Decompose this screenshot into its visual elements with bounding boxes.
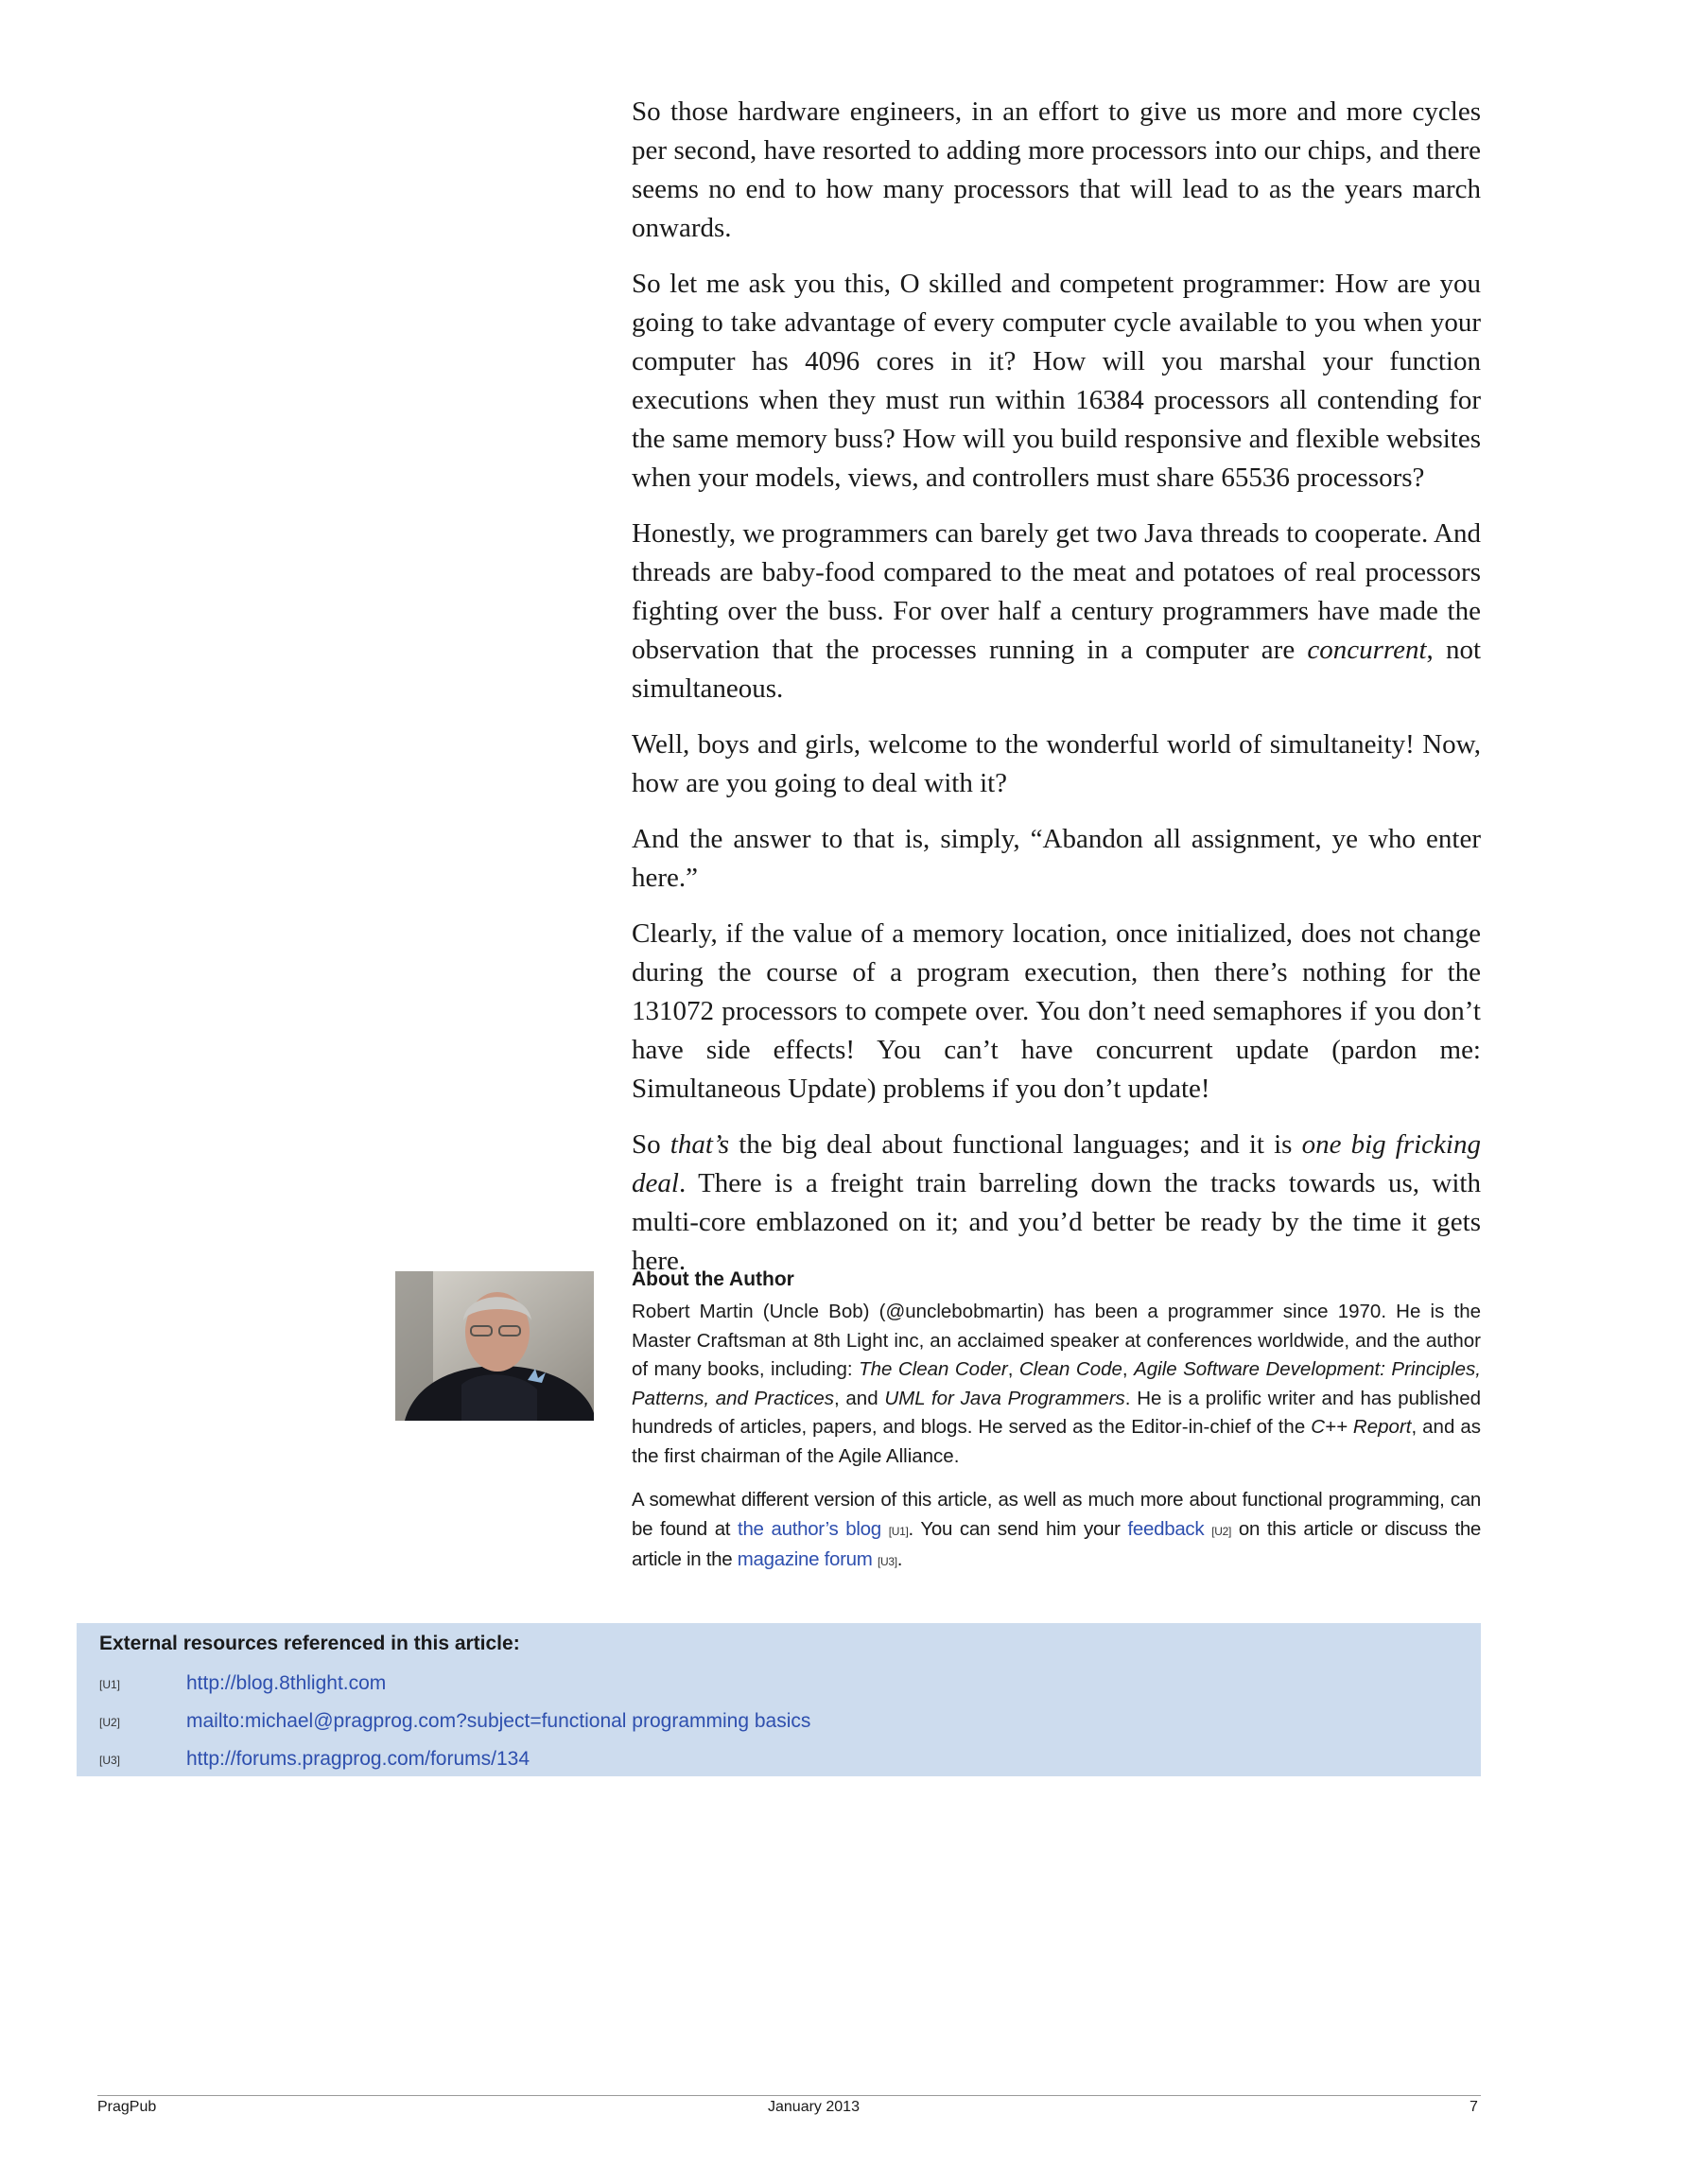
bio-text: . He is a prolific writer and has published hundreds of articles, papers, and blogs. He served as the Editor-in-chief of the (632, 1387, 1481, 1438)
resource-item (99, 1748, 1423, 1776)
bio-text: , and (833, 1387, 885, 1409)
resource-link[interactable]: mailto:michael@pragprog.com?subject=functional programming basics (186, 1710, 811, 1732)
publication-title: C++ Report (1311, 1416, 1412, 1438)
about-author (632, 1266, 1481, 1592)
resource-tag: [U2] (99, 1716, 121, 1729)
about-author-heading: About the Author (632, 1268, 794, 1290)
article-paragraph: And the answer to that is, simply, “Abandon all assignment, ye who enter here.” (632, 824, 1481, 893)
paragraph-text: the big deal about functional languages; and it is (729, 1129, 1302, 1160)
ref-marker: [U1] (888, 1524, 909, 1538)
author-portrait-icon (395, 1271, 594, 1421)
book-title: UML for Java Programmers (884, 1387, 1125, 1409)
book-title: The Clean Coder (859, 1358, 1008, 1380)
article-paragraph: So let me ask you this, O skilled and competent programmer: How are you going to take advantage of every computer cycle available to you when your computer has 4096 cores in it? How will you marshal your function executions when they must run within 16384 processors all contending for the same memory buss? How will you build responsive and flexible websites when your models, views, and controllers must share 65536 processors? (632, 269, 1481, 493)
paragraph-text: , not simultaneous. (632, 635, 1481, 704)
external-resources-box (77, 1623, 1481, 1776)
article-paragraph: Well, boys and girls, welcome to the wonderful world of simultaneity! Now, how are you going to deal with it? (632, 729, 1481, 798)
book-title: Agile Software Development: Principles, Patterns, and Practices (632, 1358, 1481, 1409)
article-body (632, 93, 1481, 1298)
ref-marker: [U3] (877, 1555, 897, 1568)
note-text: . (896, 1548, 903, 1570)
footer-publication: PragPub (97, 2099, 157, 2115)
resource-item (99, 1710, 1423, 1738)
emphasis-big-deal: one big fricking deal (632, 1129, 1481, 1198)
note-text: on this article or discuss the article in the (632, 1517, 1482, 1570)
article-note (632, 1486, 1481, 1577)
footer-divider (97, 2095, 1481, 2096)
paragraph-text: Honestly, we programmers can barely get two Java threads to cooperate. And threads are baby-food compared to the meat and potatoes of real processors fighting over the buss. For over half a century programmers have made the observation that the processes running in a computer are (632, 518, 1481, 665)
note-text: . You can send him your (908, 1517, 1128, 1540)
bio-text: Robert Martin (Uncle Bob) (@unclebobmartin) has been a programmer since 1970. He is the Master Craftsman at 8th Light inc, an acclaimed speaker at conferences worldwide, and the author of many books, including: (632, 1301, 1481, 1380)
note-text: A somewhat different version of this article, as well as much more about functional programming, can be found at (632, 1489, 1481, 1540)
paragraph-text: . There is a freight train barreling down the tracks towards us, with multi-core emblazoned on it; and you’d better be ready by the time it gets here. (632, 1168, 1481, 1276)
article-paragraph (632, 515, 1481, 708)
resource-tag: [U3] (99, 1754, 121, 1767)
resource-link[interactable]: http://forums.pragprog.com/forums/134 (186, 1748, 530, 1770)
ref-marker: [U2] (1211, 1524, 1231, 1538)
article-paragraph: Clearly, if the value of a memory location, once initialized, does not change during the course of a program execution, then there’s nothing for the 131072 processors to compete over. You don’t need semaphores if you don’t have side effects! You can’t have concurrent update (pardon me: Simultaneous Update) problems if you don’t update! (632, 918, 1481, 1104)
resource-tag: [U1] (99, 1678, 121, 1691)
emphasis-thats: that’s (670, 1129, 730, 1160)
resource-link[interactable]: http://blog.8thlight.com (186, 1672, 387, 1694)
footer-date: January 2013 (768, 2099, 860, 2115)
resource-item (99, 1672, 1423, 1701)
author-photo (395, 1271, 594, 1421)
author-blog-link[interactable]: the author’s blog (738, 1517, 881, 1540)
author-bio (632, 1298, 1481, 1471)
emphasis-concurrent: concurrent (1307, 635, 1427, 665)
bio-text: , (1007, 1358, 1019, 1380)
paragraph-text: So (632, 1129, 670, 1160)
feedback-link[interactable]: feedback (1127, 1517, 1205, 1540)
book-title: Clean Code (1018, 1358, 1122, 1380)
bio-text: , and as the first chairman of the Agile Alliance. (632, 1416, 1481, 1467)
article-paragraph-final (632, 1126, 1481, 1281)
footer-page-number: 7 (1470, 2099, 1478, 2115)
external-resources-title: External resources referenced in this article: (99, 1633, 520, 1654)
bio-text: , (1122, 1358, 1135, 1380)
magazine-forum-link[interactable]: magazine forum (737, 1548, 873, 1570)
article-paragraph: So those hardware engineers, in an effort to give us more and more cycles per second, have resorted to adding more processors into our chips, and there seems no end to how many processors that will lead to as the years march onwards. (632, 96, 1481, 243)
